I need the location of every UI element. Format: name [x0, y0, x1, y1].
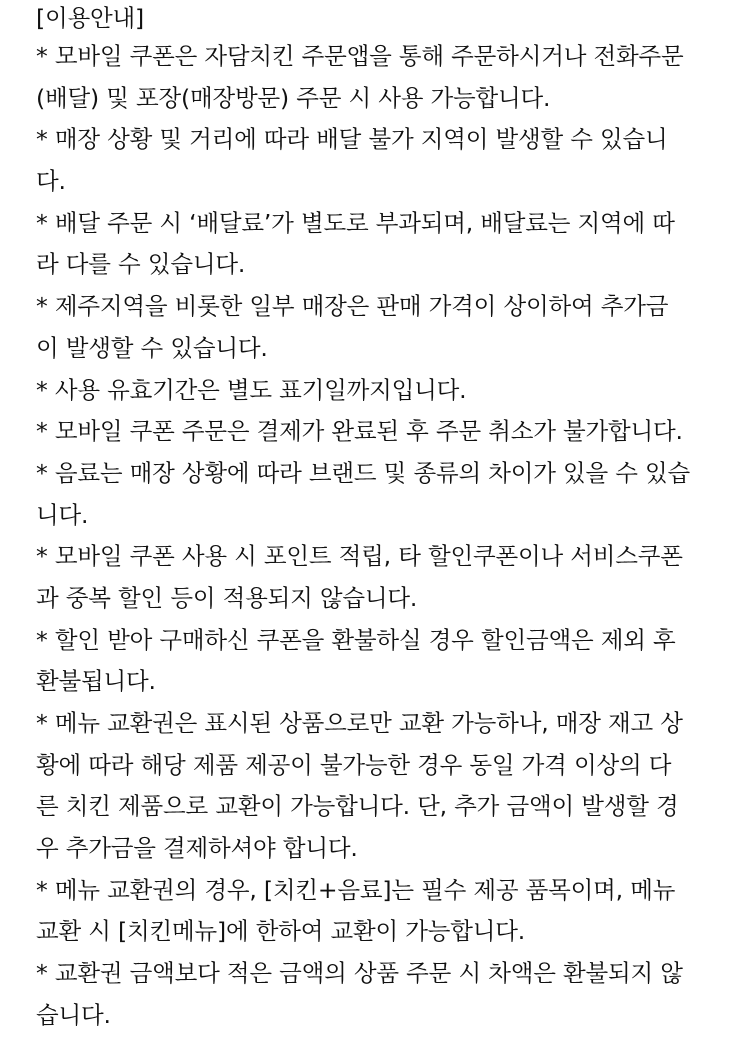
notice-line: * 제주지역을 비롯한 일부 매장은 판매 가격이 상이하여 추가금	[36, 292, 669, 321]
notice-line: 교환 시 [치킨메뉴]에 한하여 교환이 가능합니다.	[36, 917, 526, 946]
notice-title: [이용안내]	[36, 4, 144, 32]
notice-line: * 배달 주문 시 ‘배달료’가 별도로 부과되며, 배달료는 지역에 따	[36, 208, 675, 237]
notice-line: * 매장 상황 및 거리에 따라 배달 불가 지역이 발생할 수 있습니	[36, 125, 668, 154]
notice-line: 황에 따라 해당 제품 제공이 불가능한 경우 동일 가격 이상의 다	[36, 750, 672, 779]
notice-line: 습니다.	[36, 1000, 111, 1029]
notice-line: 니다.	[36, 500, 89, 529]
notice-line: 다.	[36, 167, 66, 196]
notice-line: * 메뉴 교환권은 표시된 상품으로만 교환 가능하나, 매장 재고 상	[36, 709, 683, 737]
notice-line: 라 다를 수 있습니다.	[36, 250, 246, 279]
notice-line: (배달) 및 포장(매장방문) 주문 시 사용 가능합니다.	[36, 83, 551, 112]
notice-line: * 사용 유효기간은 별도 표기일까지입니다.	[36, 375, 467, 404]
notice-line: * 할인 받아 구매하신 쿠폰을 환불하실 경우 할인금액은 제외 후	[36, 625, 676, 654]
notice-line: * 모바일 쿠폰 사용 시 포인트 적립, 타 할인쿠폰이나 서비스쿠폰	[36, 542, 683, 571]
notice-line: * 모바일 쿠폰은 자담치킨 주문앱을 통해 주문하시거나 전화주문	[36, 42, 684, 70]
notice-line: * 모바일 쿠폰 주문은 결제가 완료된 후 주문 취소가 불가합니다.	[36, 417, 683, 446]
notice-line: 환불됩니다.	[36, 667, 156, 696]
notice-line: * 음료는 매장 상황에 따라 브랜드 및 종류의 차이가 있을 수 있습	[36, 458, 691, 487]
notice-line: 른 치킨 제품으로 교환이 가능합니다. 단, 추가 금액이 발생할 경	[36, 792, 679, 821]
notice-line: 과 중복 할인 등이 적용되지 않습니다.	[36, 583, 418, 612]
notice-line: * 메뉴 교환권의 경우, [치킨+음료]는 필수 제공 품목이며, 메뉴	[36, 875, 676, 904]
notice-line: 우 추가금을 결제하셔야 합니다.	[36, 834, 358, 863]
notice-line: * 교환권 금액보다 적은 금액의 상품 주문 시 차액은 환불되지 않	[36, 959, 683, 988]
notice-line: 이 발생할 수 있습니다.	[36, 333, 268, 362]
